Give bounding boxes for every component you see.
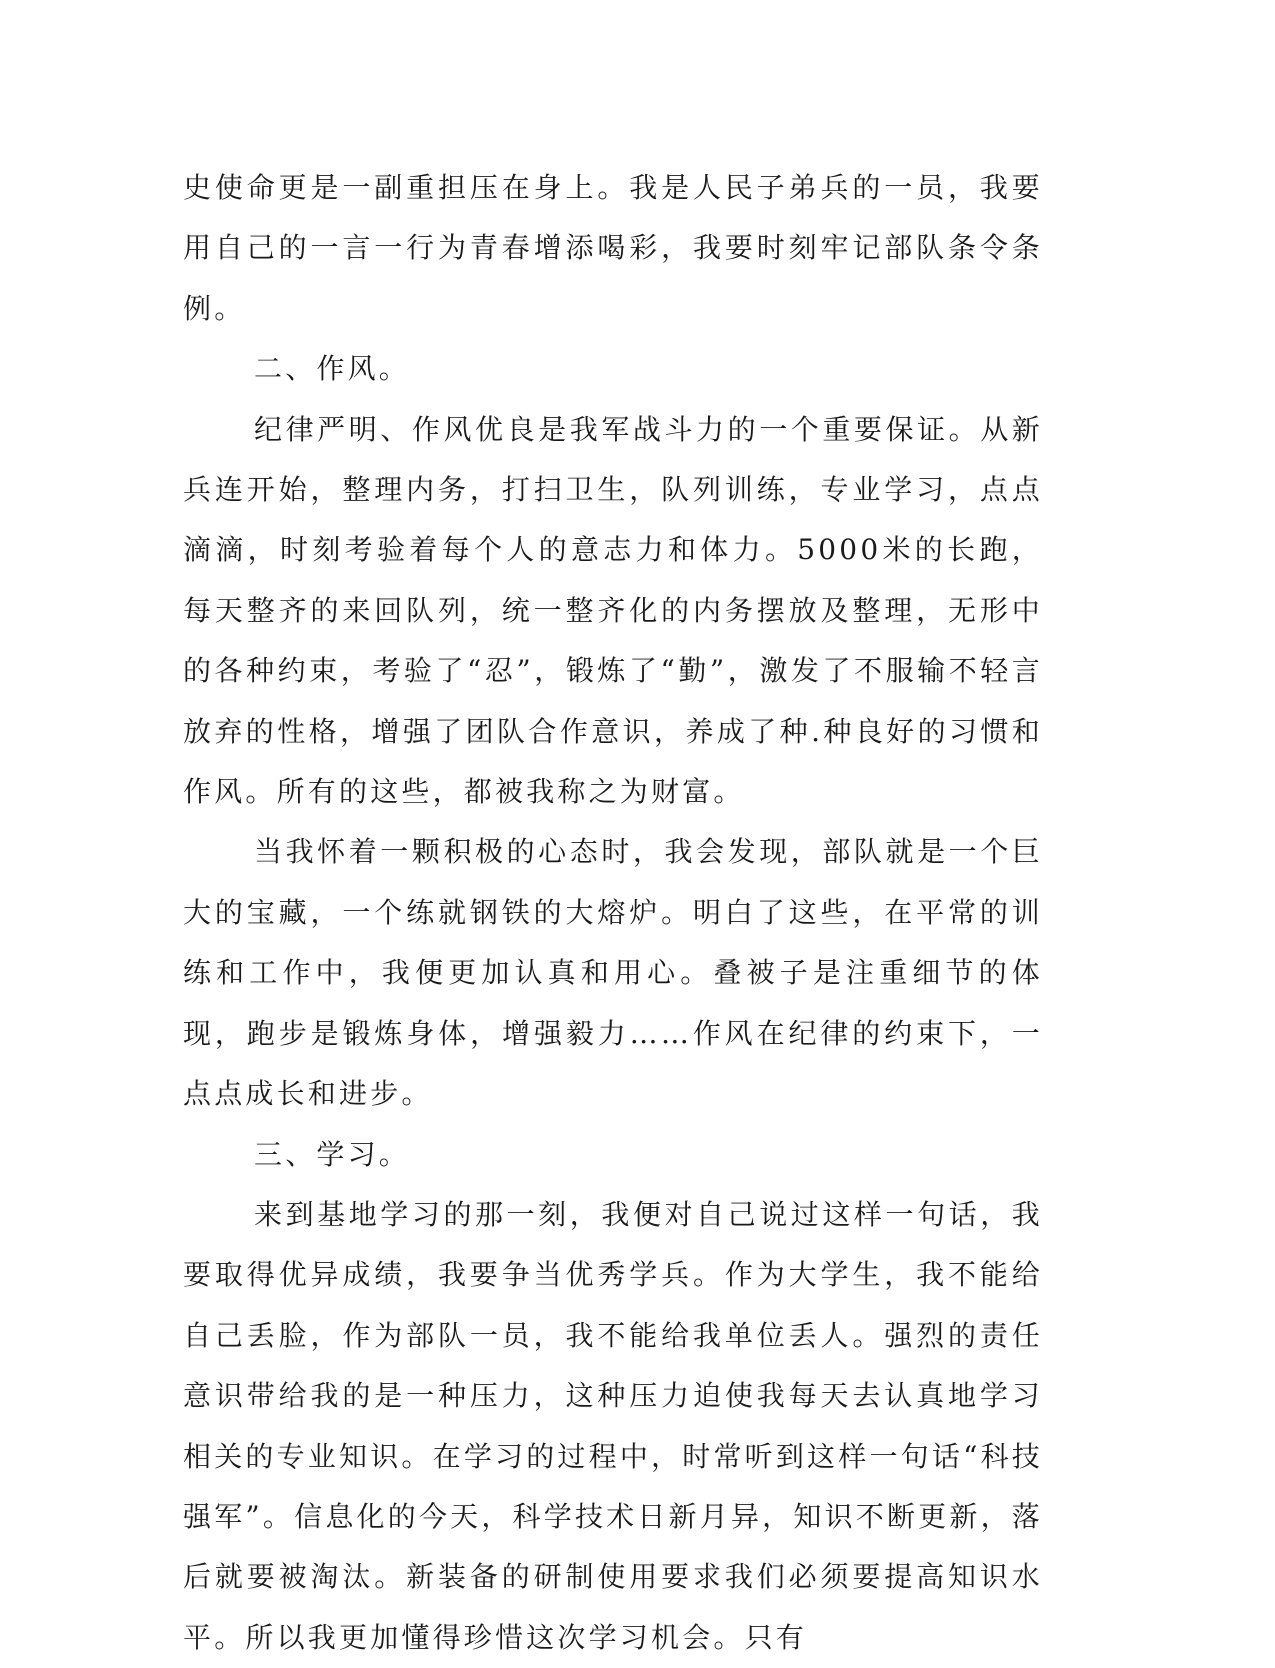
paragraph-attitude: 当我怀着一颗积极的心态时，我会发现，部队就是一个巨大的宝藏，一个练就钢铁的大熔炉。明白了这些，在平常的训练和工作中，我便更加认真和用心。叠被子是注重细节的体现，跑步是锻炼身体，增强毅力……作风在纪律的约束下，一点点成长和进步。: [183, 835, 1043, 1111]
paragraph-discipline: 纪律严明、作风优良是我军战斗力的一个重要保证。从新兵连开始，整理内务，打扫卫生，队列训练，专业学习，点点滴滴，时刻考验着每个人的意志力和体力。5000米的长跑，每天整齐的来回队列，统一整齐化的内务摆放及整理，无形中的各种约束，考验了“忍”，锻炼了“勤”，激发了不服输不轻言放弃的性格，增强了团队合作意识，养成了种.种良好的习惯和作风。所有的这些，都被我称之为财富。: [183, 412, 1043, 809]
section-heading-style: 二、作风。: [254, 352, 411, 386]
section-heading-study: 三、学习。: [254, 1137, 411, 1171]
paragraph-study: 来到基地学习的那一刻，我便对自己说过这样一句话，我要取得优异成绩，我要争当优秀学兵。作为大学生，我不能给自己丢脸，作为部队一员，我不能给我单位丢人。强烈的责任意识带给我的是一种压力，这种压力迫使我每天去认真地学习相关的专业知识。在学习的过程中，时常听到这样一句话“科技强军”。信息化的今天，科学技术日新月异，知识不断更新，落后就要被淘汰。新装备的研制使用要求我们必须要提高知识水平。所以我更加懂得珍惜这次学习机会。只有: [183, 1197, 1043, 1654]
paragraph-continuation: 史使命更是一副重担压在身上。我是人民子弟兵的一员，我要用自己的一言一行为青春增添喝彩，我要时刻牢记部队条令条例。: [183, 171, 1043, 325]
document-body: [183, 158, 1043, 1668]
